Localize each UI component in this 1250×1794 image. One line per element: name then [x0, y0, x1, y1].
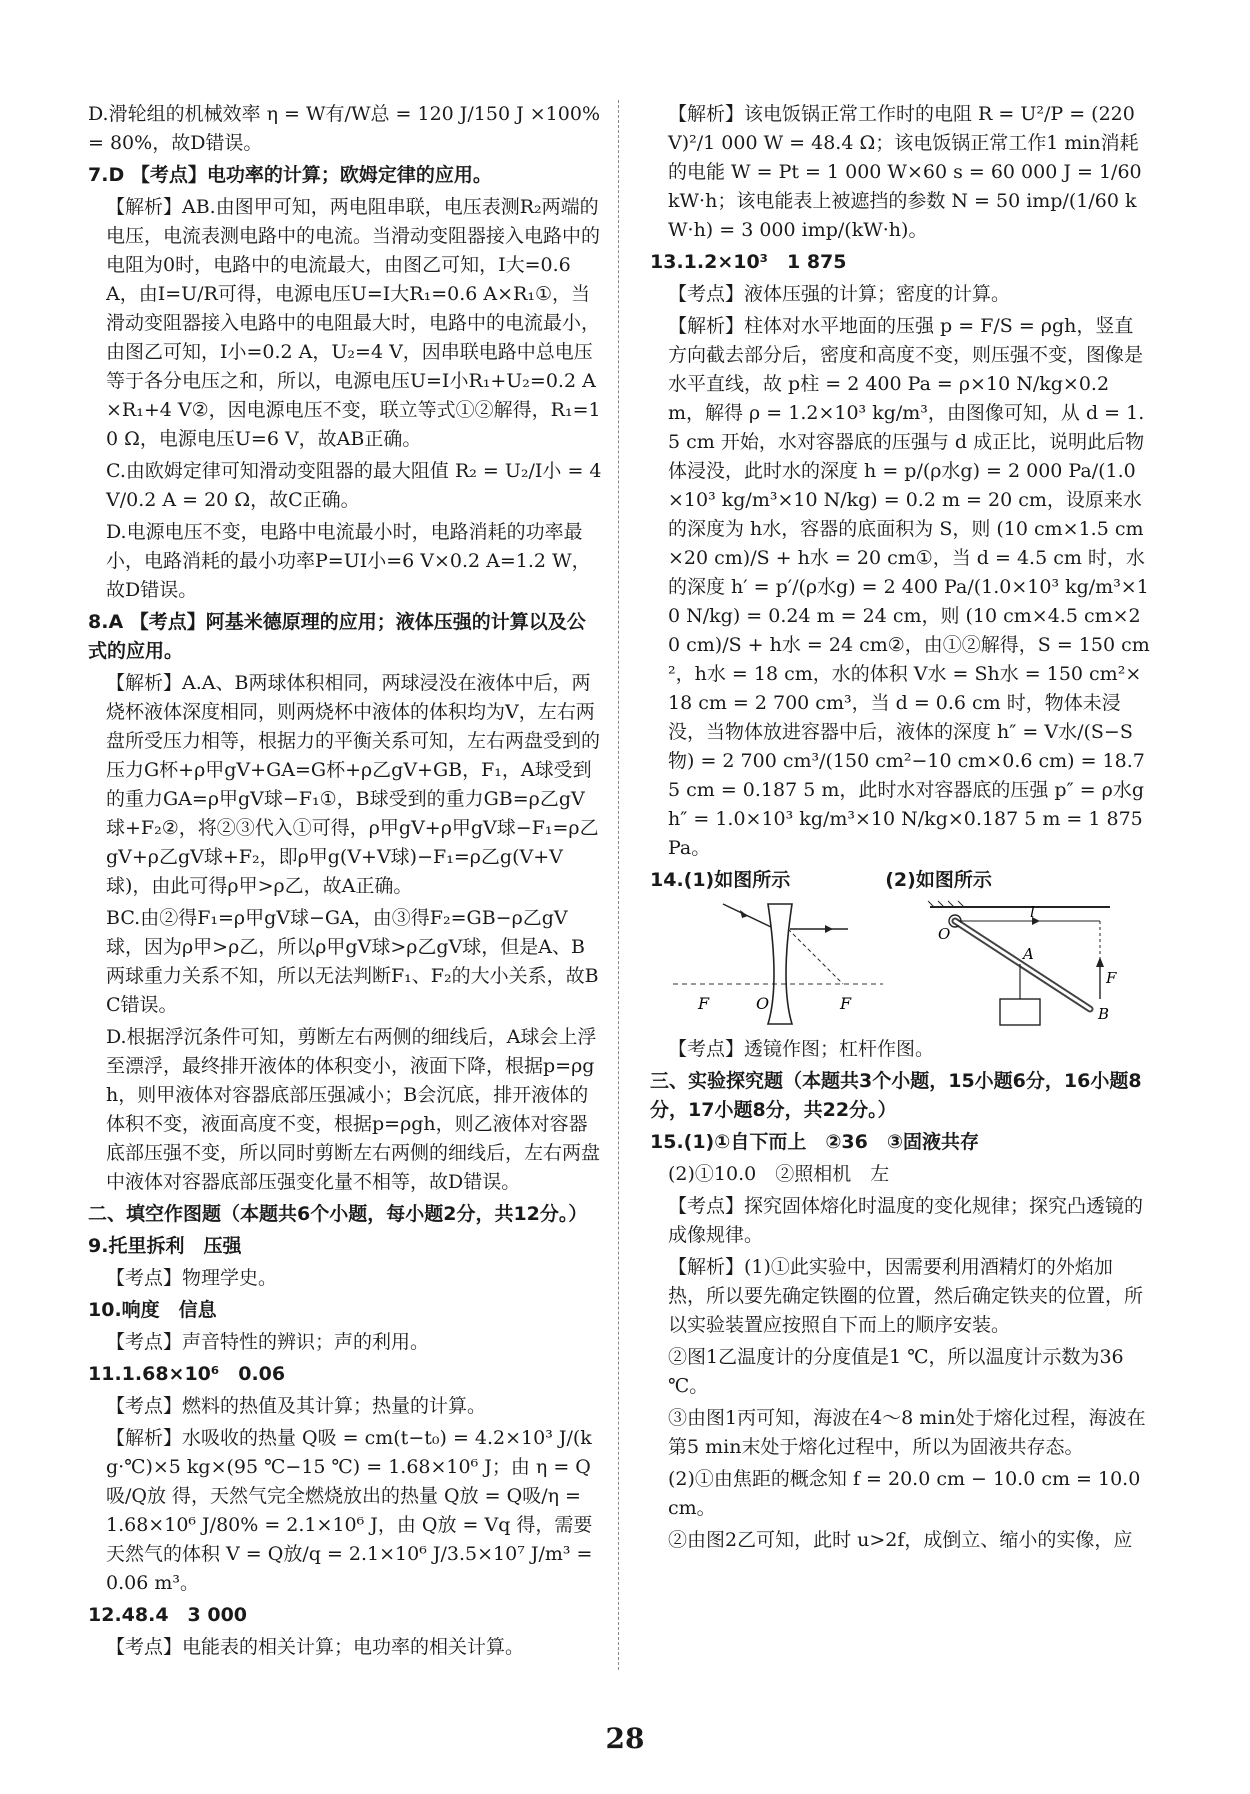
text-paragraph: 【解析】柱体对水平地面的压强 p = F/S = ρgh，竖直方向截去部分后，密度和高度不变，则压强不变，图像是水平直线，故 p柱 = 2 400 Pa = ρ×10 N/kg×0.2 m，解得 ρ = 1.2×10³ kg/m³，由图像可知，从 d = 1.5 cm 开始，水对容器底的压强与 d 成正比，说明此后物体浸没，此时水的深度 h = p/(ρ水g) = 2 000 Pa/(1.0×10³ kg/m³×10 N/kg) = 0.2 m = 20 cm，设原来水的深度为 h水，容器的底面积为 S，则 (10 cm×1.5 cm×20 cm)/S + h水 = 20 cm①，当 d = 4.5 cm 时，水的深度 h′ = p′/(ρ水g) = 2 400 Pa/(1.0×10³ kg/m³×10 N/kg) = 0.24 m = 24 cm，则 (10 cm×4.5 cm×20 cm)/S + h水 = 24 cm②，由①②解得，S = 150 cm²，h水 = 18 cm，水的体积 V水 = Sh水 = 150 cm²×18 cm = 2 700 cm³，当 d = 0.6 cm 时，物体未浸没，当物体放进容器中后，液体的深度 h″ = V水/(S−S物) = 2 700 cm³/(150 cm²−10 cm×0.6 cm) = 18.75 cm = 0.187 5 m，此时水对容器底的压强 p″ = ρ水gh″ = 1.0×10³ kg/m³×10 N/kg×0.187 5 m = 1 875 Pa。 — [668, 315, 1150, 859]
column-divider — [618, 100, 619, 1670]
point-a-label: A — [1023, 945, 1034, 963]
focus-right-label: F — [840, 994, 852, 1013]
text-paragraph: 【考点】燃料的热值及其计算；热量的计算。 — [106, 1395, 487, 1417]
text-paragraph: D.滑轮组的机械效率 η = W有/W总 = 120 J/150 J ×100% = 80%，故D错误。 — [88, 103, 600, 154]
text-paragraph: 14.(1)如图所示 (2)如图所示 — [650, 869, 992, 891]
text-paragraph: 【解析】(1)①此实验中，因需要利用酒精灯的外焰加热，所以要先确定铁圈的位置，然后确定铁夹的位置，所以实验装置应按照自下而上的顺序安装。 — [668, 1256, 1144, 1336]
text-paragraph: 【考点】物理学史。 — [106, 1267, 278, 1289]
text-paragraph: ③由图1丙可知，海波在4～8 min处于熔化过程，海波在第5 min末处于熔化过程中，所以为固液共存态。 — [668, 1407, 1146, 1458]
text-paragraph: (2)①10.0 ②照相机 左 — [668, 1163, 890, 1185]
text-paragraph: 【考点】透镜作图；杠杆作图。 — [668, 1038, 935, 1060]
text-paragraph: 13.1.2×10³ 1 875 — [650, 251, 847, 273]
text-paragraph: 【解析】AB.由图甲可知，两电阻串联，电压表测R₂两端的电压，电流表测电路中的电流。当滑动变阻器接入电路中的电阻为0时，电路中的电流最大，由图乙可知，I大=0.6 A，由I=U/R可得，电源电压U=I大R₁=0.6 A×R₁①，当滑动变阻器接入电路中的电阻最大时，电路中的电流最小，由图乙可知，I小=0.2 A，U₂=4 V，因串联电路中总电压等于各分电压之和，所以，电源电压U=I小R₁+U₂=0.2 A×R₁+4 V②，因电源电压不变，联立等式①②解得，R₁=10 Ω，电源电压U=6 V，故AB正确。 — [106, 196, 601, 450]
text-paragraph: 7.D 【考点】电功率的计算；欧姆定律的应用。 — [88, 164, 492, 186]
text-paragraph: 【考点】声音特性的辨识；声的利用。 — [106, 1331, 430, 1353]
text-paragraph: 10.响度 信息 — [88, 1299, 217, 1321]
text-paragraph: 二、填空作图题（本题共6个小题，每小题2分，共12分。） — [88, 1203, 588, 1225]
text-paragraph: 【考点】电能表的相关计算；电功率的相关计算。 — [106, 1636, 525, 1658]
optical-center-label: O — [756, 994, 770, 1013]
text-paragraph: 9.托里拆利 压强 — [88, 1235, 242, 1257]
lever-diagram — [920, 899, 1150, 1029]
focus-left-label: F — [698, 994, 710, 1013]
text-paragraph: 12.48.4 3 000 — [88, 1604, 248, 1626]
right-column — [650, 100, 1150, 1558]
point-b-label: B — [1098, 1005, 1110, 1023]
left-column — [88, 100, 603, 1665]
text-paragraph: ②由图2乙可知，此时 u>2f，成倒立、缩小的实像，应 — [668, 1529, 1133, 1551]
pivot-label: O — [938, 925, 951, 943]
text-paragraph: D.根据浮沉条件可知，剪断左右两侧的细线后，A球会上浮至漂浮，最终排开液体的体积变小，液面下降，根据p=ρgh，则甲液体对容器底部压强减小；B会沉底，排开液体的体积不变，液面高度不变，根据p=ρgh，则乙液体对容器底部压强不变，所以同时剪断左右两侧的细线后，左右两盘中液体对容器底部压强变化量不相等，故D错误。 — [106, 1026, 601, 1193]
text-paragraph: 【考点】探究固体熔化时温度的变化规律；探究凸透镜的成像规律。 — [668, 1195, 1144, 1246]
text-paragraph: 15.(1)①自下而上 ②36 ③固液共存 — [650, 1131, 979, 1153]
arm-label: l — [1030, 903, 1035, 921]
text-paragraph: 【考点】液体压强的计算；密度的计算。 — [668, 283, 1011, 305]
text-paragraph: C.由欧姆定律可知滑动变阻器的最大阻值 R₂ = U₂/I小 = 4 V/0.2 A = 20 Ω，故C正确。 — [106, 460, 602, 511]
text-paragraph: 【解析】该电饭锅正常工作时的电阻 R = U²/P = (220 V)²/1 000 W = 48.4 Ω；该电饭锅正常工作1 min消耗的电能 W = Pt = 1 000 W×60 s = 60 000 J = 1/60 kW·h；该电能表上被遮挡的参数 N = 50 imp/(1/60 kW·h) = 3 000 imp/(kW·h)。 — [668, 103, 1142, 241]
figure-row — [668, 899, 1150, 1029]
lens-diagram — [668, 899, 898, 1029]
page-number: 28 — [605, 1722, 645, 1755]
text-paragraph: 【解析】水吸收的热量 Q吸 = cm(t−t₀) = 4.2×10³ J/(kg·℃)×5 kg×(95 ℃−15 ℃) = 1.68×10⁶ J；由 η = Q吸/Q放 得，天然气完全燃烧放出的热量 Q放 = Q吸/η = 1.68×10⁶ J/80% = 2.1×10⁶ J，由 Q放 = Vq 得，需要天然气的体积 V = Q放/q = 2.1×10⁶ J/3.5×10⁷ J/m³ = 0.06 m³。 — [106, 1427, 593, 1594]
force-label: F — [1106, 969, 1117, 987]
text-paragraph: BC.由②得F₁=ρ甲gV球−GA，由③得F₂=GB−ρ乙gV球，因为ρ甲>ρ乙，所以ρ甲gV球>ρ乙gV球，但是A、B两球重力关系不知，所以无法判断F₁、F₂的大小关系，故BC错误。 — [106, 907, 599, 1016]
text-paragraph: 三、实验探究题（本题共3个小题，15小题6分，16小题8分，17小题8分，共22分。） — [650, 1070, 1142, 1121]
text-paragraph: ②图1乙温度计的分度值是1 ℃，所以温度计示数为36 ℃。 — [668, 1346, 1124, 1397]
text-paragraph: 8.A 【考点】阿基米德原理的应用；液体压强的计算以及公式的应用。 — [88, 611, 586, 662]
text-paragraph: 11.1.68×10⁶ 0.06 — [88, 1363, 286, 1385]
text-paragraph: 【解析】A.A、B两球体积相同，两球浸没在液体中后，两烧杯液体深度相同，则两烧杯中液体的体积均为V，左右两盘所受压力相等，根据力的平衡关系可知，左右两盘受到的压力G杯+ρ甲gV+GA=G杯+ρ乙gV+GB，F₁，A球受到的重力GA=ρ甲gV球−F₁①，B球受到的重力GB=ρ乙gV球+F₂②，将②③代入①可得，ρ甲gV+ρ甲gV球−F₁=ρ乙gV+ρ乙gV球+F₂，即ρ甲g(V+V球)−F₁=ρ乙g(V+V球)，由此可得ρ甲>ρ乙，故A正确。 — [106, 672, 601, 897]
text-paragraph: D.电源电压不变，电路中电流最小时，电路消耗的功率最小，电路消耗的最小功率P=UI小=6 V×0.2 A=1.2 W，故D错误。 — [106, 521, 591, 601]
text-paragraph: (2)①由焦距的概念知 f = 20.0 cm − 10.0 cm = 10.0 cm。 — [668, 1468, 1141, 1519]
